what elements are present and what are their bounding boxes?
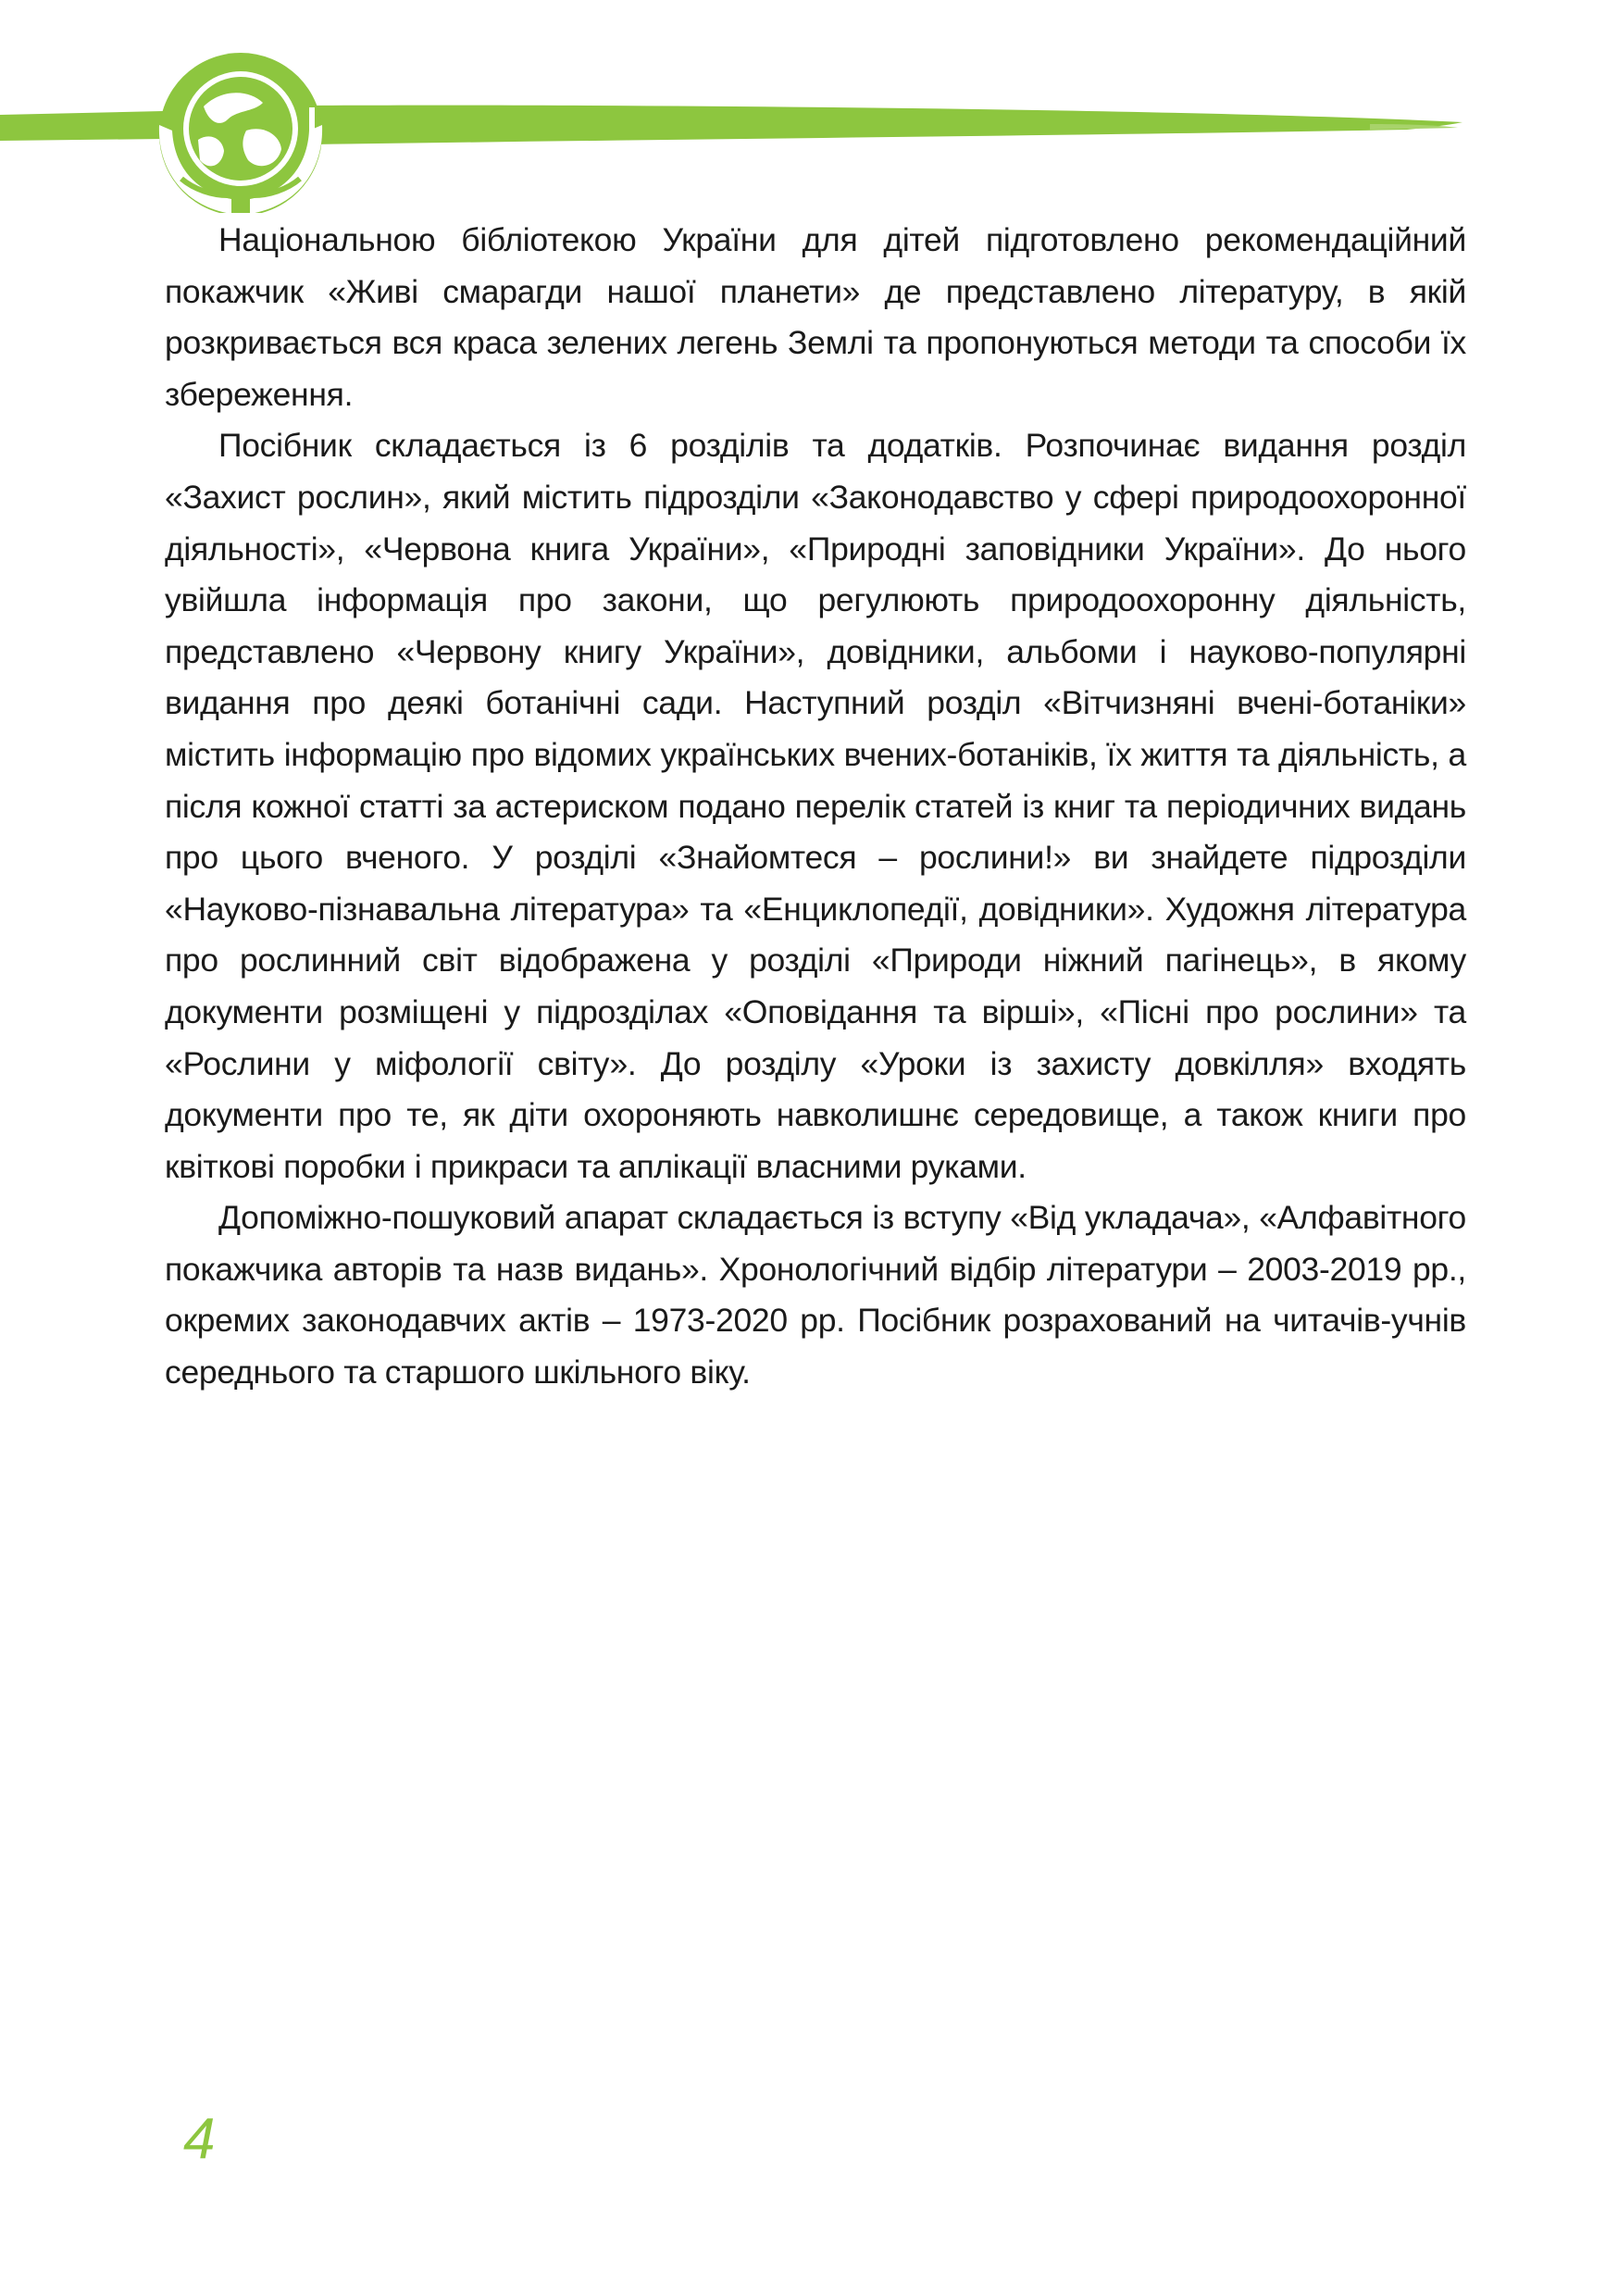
paragraph: Допоміжно-пошуковий апарат складається із вступу «Від укладача», «Алфавітного покажчика авторів та назв видань». Хронологічний відбір літератури – 2003-2019 рр., окремих законодавчих актів – 1973-2020 рр. Посібник розрахований на читачів-учнів середнього та старшого шкільного віку.	[165, 1199, 1466, 1391]
header-band	[0, 0, 1618, 213]
paragraph: Посібник складається із 6 розділів та додатків. Розпочинає видання розділ «Захист рослин», який містить підрозділи «Законодавство у сфері природоохоронної діяльності», «Червона книга України», «Природні заповідники України». До нього увійшла інформація про закони, що регулюють природоохоронну діяльність, представлено «Червону книгу України», довідники, альбоми і науково-популярні видання про деякі ботанічні сади. Наступний розділ «Вітчизняні вчені-ботаніки» містить інформацію про відомих українських вчених-ботаніків, їх життя та діяльність, а після кожної статті за астериском подано перелік статей із книг та періодичних видань про цього вченого. У розділі «Знайомтеся – рослини!» ви знайдете підрозділи «Науково-пізнавальна література» та «Енциклопедії, довідники». Художня література про рослинний світ відображена у розділі «Природи ніжний пагінець», в якому документи розміщені у підрозділах «Оповідання та вірші», «Пісні про рослини» та «Рослини у міфології світу». До розділу «Уроки із захисту довкілля» входять документи про те, як діти охороняють навколишнє середовище, а також книги про квіткові поробки і прикраси та аплікації власними руками.	[165, 427, 1466, 1185]
header-decoration	[0, 0, 1618, 213]
main-text	[165, 215, 1466, 1399]
globe-in-hands-icon	[159, 53, 322, 213]
header-stripe-right	[313, 106, 1462, 144]
header-stripe-left	[0, 111, 165, 141]
paragraph: Національною бібліотекою України для дітей підготовлено рекомендаційний покажчик «Живі смарагди нашої планети» де представлено літературу, в якій розкривається вся краса зелених легень Землі та пропонуються методи та способи їх збереження.	[165, 221, 1466, 413]
page-number: 4	[183, 2107, 216, 2171]
